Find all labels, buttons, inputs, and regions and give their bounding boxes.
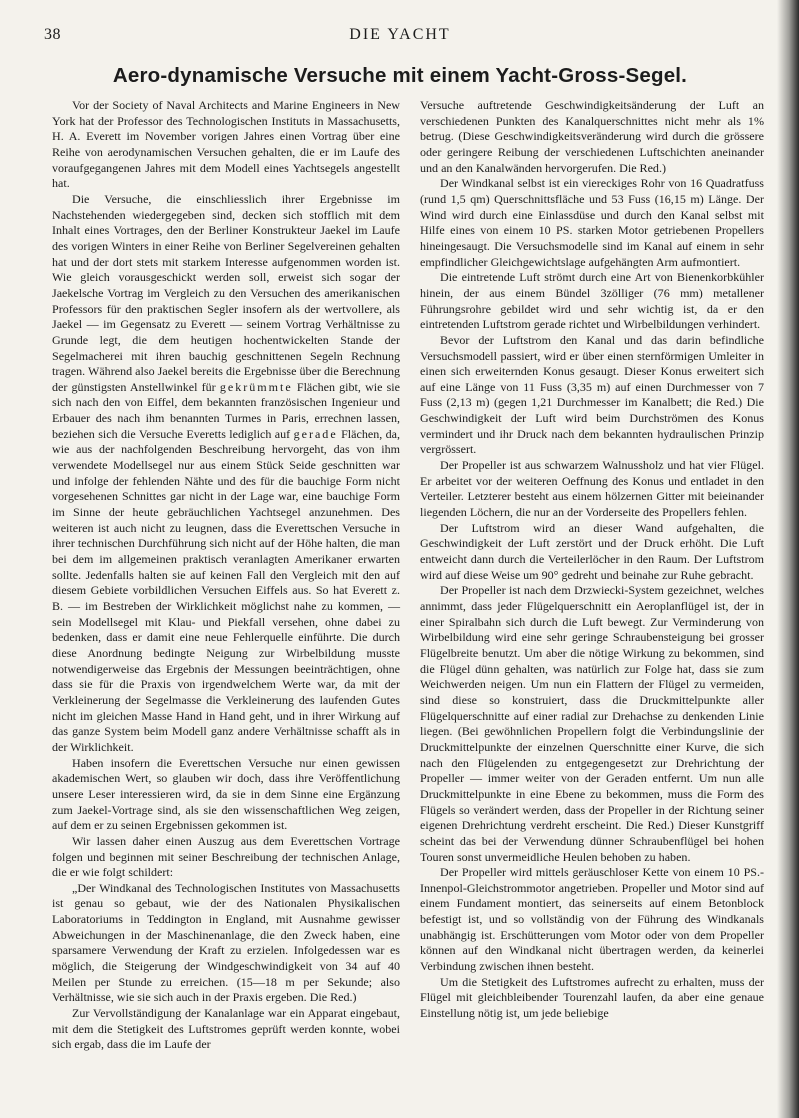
paragraph: „Der Windkanal des Technologischen Institutes von Massachusetts ist genau so gebaut, wie der des Nationalen Physikalischen Laboratoriums in Teddington in England, mit Ausnahme gewisser Abweichungen in der Maschinenanlage, die den Zweck haben, eine sparsamere Verwendung der Kraft zu erzielen. Infolgedessen war es möglich, die Steigerung der Windgeschwindigkeit von 34 auf 40 Meilen per Stunde zu erreichen. (15—18 m per Sekunde; also Verhältnisse, wie sie sich auch in der Praxis ergeben. Die Red.) <box>52 880 400 1005</box>
paragraph: Wir lassen daher einen Auszug aus dem Everettschen Vortrage folgen und beginnen mit seiner Beschreibung der technischen Anlage, die er wie folgt schildert: <box>52 833 400 880</box>
paragraph: Die eintretende Luft strömt durch eine Art von Bienenkorbkühler hinein, der aus einem Bündel 3zölliger (76 mm) metallener Führungsrohre gebildet wird und sehr wichtig ist, da er den eintretenden Luftstrom gerade richtet und Wirbelbildungen verhindert. <box>420 270 764 332</box>
paragraph: Der Luftstrom wird an dieser Wand aufgehalten, die Geschwindigkeit der Luft zerstört und der Druck erhöht. Die Luft entweicht dann durch die Verteilerlöcher in den Raum. Der Luftstrom wird auf diese Weise um 90° gedreht und beinahe zur Ruhe gebracht. <box>420 520 764 582</box>
running-head: DIE YACHT <box>349 26 451 43</box>
paragraph: Zur Vervollständigung der Kanalanlage war ein Apparat eingebaut, mit dem die Stetigkeit des Luftstromes geprüft werden konnte, wobei sich ergab, dass die im Laufe der <box>52 1006 400 1052</box>
paragraph: Bevor der Luftstrom den Kanal und das darin befindliche Versuchsmodell passiert, wird er über einen sternförmigen Umleiter in einen sich erweiternden Konus gesaugt. Dieser Konus erweitert sich auf eine Länge von 11 Fuss (3,35 m) auf einen Durchmesser von 7 Fuss (2,13 m) (gegen 1,21 Durchmesser im Kanalbett; die Red.) Die Geschwindigkeit der Luft wird beim Durchströmen des Konus vermindert und ihr Druck nach dem bekannten hydraulischen Prinzip vergrössert. <box>420 332 764 457</box>
article-title: Aero-dynamische Versuche mit einem Yacht-Gross-Segel. <box>112 64 688 87</box>
paragraph: Der Propeller ist aus schwarzem Walnussholz und hat vier Flügel. Er arbeitet vor der weiteren Oeffnung des Konus und entladet in den Verteiler. Letzterer besteht aus einem hölzernen Gitter mit beieinander liegenden Löchern, die nur an der Vorderseite des Propellers fehlen. <box>420 458 764 520</box>
paragraph-text: Flächen gibt, wie sie sich nach den von Eiffel, dem bekannten französischen Ingenieur und Erbauer des nach ihm benannten Turmes in Paris, errechnen lassen, beziehen sich die Versuche Everetts lediglich auf <box>52 379 400 441</box>
paragraph: Der Propeller ist nach dem Drzwiecki-System gezeichnet, welches annimmt, dass jeder Flügelquerschnitt ein Aeroplanflügel ist, der in einer Spiralbahn sich durch die Luft bewegt. Zur Verminderung von Wirbelbildung wird eine sehr geringe Schraubensteigung bei grosser Flügelbreite benutzt. Um aber die nötige Wirkung zu bekommen, sind die Flügel dünn gehalten, was natürlich zur Folge hat, dass sie zum Weichwerden neigen. Um nun ein Flattern der Flügel zu vermeiden, sind diese so konstruiert, dass die Druckmittelpunkte aller Flügelquerschnitte auf einer radial zur Drehachse zu denkenden Linie liegen. (Bei gewöhnlichen Propellern folgt die Verbindungslinie der Druckmittelpunkte der einzelnen Querschnitte einer Kurve, die sich nach den Flügelenden zu entgegengesetzt zur Drehrichtung der Propeller — immer weiter von der Geraden entfernt. Um nun alle Druckmittelpunkte in eine Ebene zu bekommen, muss die Form des Flügels so verändert werden, dass der Propeller in der Richtung seiner eigenen Drehrichtung verdreht erscheint. Die Red.) Dieser Kunstgriff scheint das bei der Verwendung dünner Schraubenflügel bei hohen Touren sonst unvermeidliche Heulen behoben zu haben. <box>420 583 764 864</box>
right-column <box>420 98 764 1022</box>
emphasized-word: gerade <box>293 426 338 441</box>
page-header <box>44 26 756 50</box>
left-column <box>52 98 400 1053</box>
paragraph-text: Flächen, da, wie aus der nachfolgenden Beschreibung hervorgeht, das von ihm verwendete Modellsegel nur aus einem Stück Seide geschnitten war und infolge der fehlenden Nähte und des für die bauchige Form nicht vorgesehenen Schnittes gar nicht in der Lage war, eine bauchige Form im Sinne der heute gebräuchlichen Yachtsegel anzunehmen. Des weiteren ist auch nicht zu leugnen, dass die Everettschen Versuche in ihrer technischen Durchführung sich nicht auf der Höhe halten, die man bei dem im allgemeinen praktisch veranlagten Amerikaner erwarten sollte. Jedenfalls halten sie auf keinen Fall den Vergleich mit den auf diesem Gebiete vorbildlichen Versuchen Eiffels aus. So hat Everett z. B. — im Bestreben der Wirklichkeit möglichst nahe zu kommen, — sein Modellsegel mit Klau- und Piekfall versehen, ohne dabei zu bedenken, dass er damit eine neue Fehlerquelle einführte. Die durch diese Anordnung bedingte Neigung zur Wirbelbildung musste notwendigerweise das Ergebnis der Messungen beeinträchtigen, ohne dass sie für die Praxis von irgendwelchem Werte war, da mit der Verkleinerung der Segelmasse die Verkleinerung des laufenden Gutes nicht im gleichen Masse Hand in Hand geht, und in ihrer Wirkung auf das ganze System beim Modell ganz andere Verhältnisse schafft als in der Wirklichkeit. <box>52 426 400 754</box>
paragraph: Der Windkanal selbst ist ein viereckiges Rohr von 16 Quadratfuss (rund 1,5 qm) Querschnittsfläche und 53 Fuss (16,15 m) Länge. Der Wind wird durch eine Einlassdüse und durch den Kanal selbst mit Hilfe eines von einem 10 PS. starken Motor getriebenen Propellers hineingesaugt. Die Versuchsmodelle sind im Kanal auf einem in sehr empfindlicher Gleichgewichtslage aufgehängten Arm aufmontiert. <box>420 176 764 269</box>
paragraph-text: Die Versuche, die einschliesslich ihrer Ergebnisse im Nachstehenden wiedergegeben sind, decken sich stofflich mit dem Inhalt eines Vortrages, den der Berliner Konstrukteur Jaekel im Laufe des vorigen Winters in einer Reihe von Berliner Segelvereinen gehalten hat und der dort stets mit starkem Interesse aufgenommen worden ist. Wie gleich vorausgeschickt werden soll, erweist sich sogar der Jaekelsche Vortrag im Vergleich zu den Versuchen des amerikanischen Professors für den praktischen Segler insofern als der wertvollere, als Jaekel — im Gegensatz zu Everett — seinem Vortrag Verhältnisse zu Grunde legt, die dem heutigen hochentwickelten Stande der Segelmacherei mit ihren bauchig geschnittenen Segeln Rechnung tragen. Während also Jaekel bereits die Ergebnisse über die Berechnung der günstigsten Anstellwinkel für <box>52 191 400 394</box>
emphasized-word: gekrümmte <box>219 379 293 394</box>
paragraph: Der Propeller wird mittels geräuschloser Kette von einem 10 PS.-Innenpol-Gleichstrommotor angetrieben. Propeller und Motor sind auf einem Fundament montiert, das seinerseits auf einem Betonblock befestigt ist, und so vollständig von der Führung des Windkanals unabhängig ist. Erschütterungen vom Motor oder von dem Propeller können auf den Windkanal nicht übertragen werden, da keinerlei Verbindung zwischen ihnen besteht. <box>420 865 764 974</box>
paragraph <box>52 192 400 756</box>
paragraph: Haben insofern die Everettschen Versuche nur einen gewissen akademischen Wert, so glauben wir doch, dass ihre Veröffentlichung unsere Leser interessieren wird, da sie in dem Sinne eine Ergänzung zum Jaekel-Vortrage sind, als sie den wissenschaftlichen Weg zeigen, auf dem er zu seinen Ergebnissen gekommen ist. <box>52 755 400 833</box>
paragraph: Vor der Society of Naval Architects and Marine Engineers in New York hat der Professor des Technologischen Instituts in Massachusetts, H. A. Everett im November vorigen Jahres einen Vortrag über eine Reihe von aerodynamischen Versuchen gehalten, die er im Laufe des voraufgegangenen Jahres mit dem Modell eines Yachtsegels angestellt hat. <box>52 98 400 191</box>
paragraph: Um die Stetigkeit des Luftstromes aufrecht zu erhalten, muss der Flügel mit gleichbleibender Tourenzahl laufen, da aber eine genaue Einstellung nötig ist, um jede beliebige <box>420 974 764 1021</box>
page-number: 38 <box>44 26 61 43</box>
paragraph: Versuche auftretende Geschwindigkeitsänderung der Luft an verschiedenen Punkten des Kanalquerschnittes nicht mehr als 1% betrug. (Diese Geschwindigkeitsveränderung wird durch die grössere oder geringere Reibung der verschiedenen Luftschichten aneinander und an den Kanalwänden hervorgerufen. Die Red.) <box>420 98 764 175</box>
page-edge-shadow <box>777 0 799 1118</box>
